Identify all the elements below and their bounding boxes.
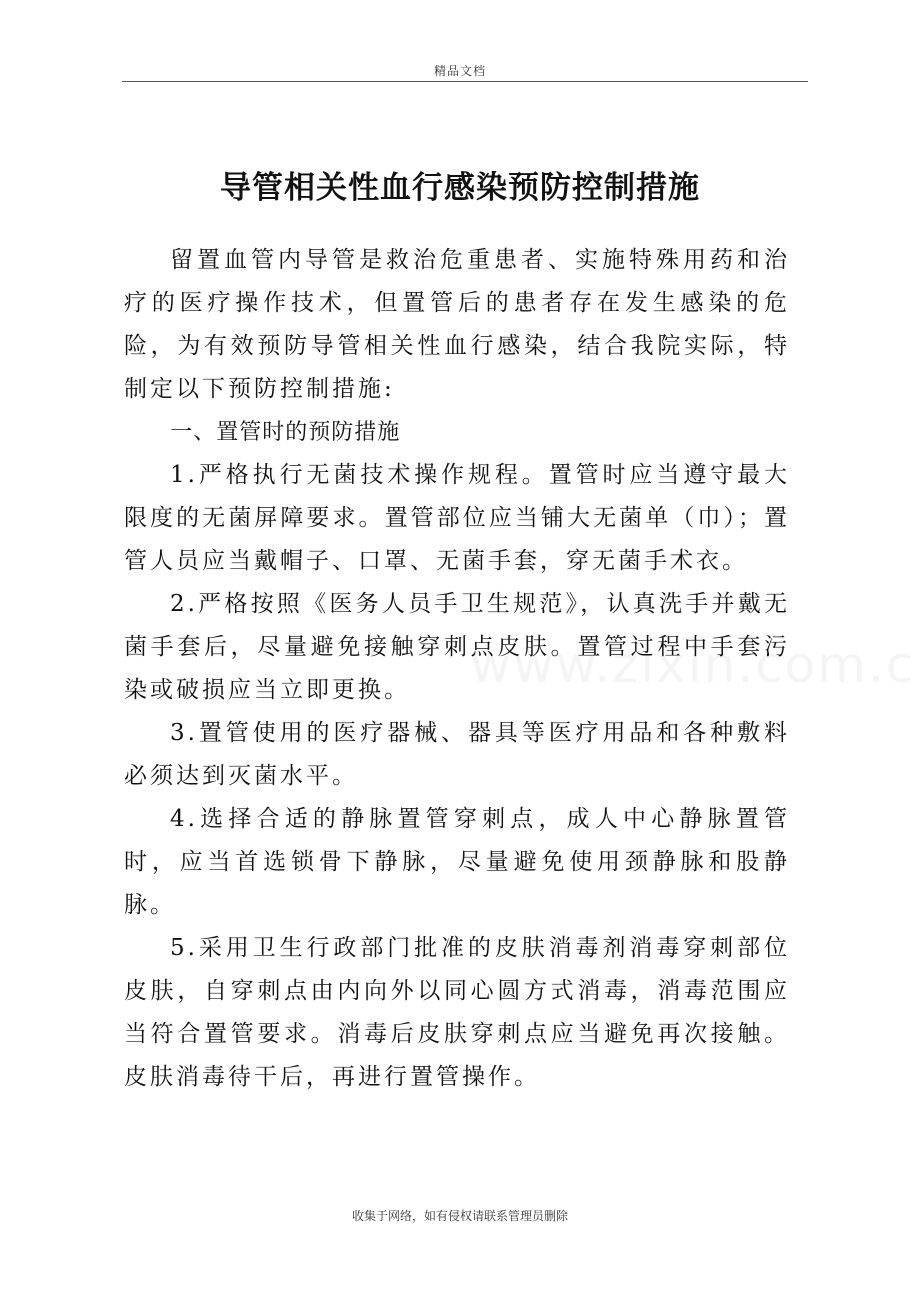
watermark <box>470 636 920 694</box>
document-title: 导管相关性血行感染预防控制措施 <box>220 170 700 206</box>
page-header-label: 精品文档 <box>433 64 486 78</box>
list-item-4: 4.选择合适的静脉置管穿刺点，成人中心静脉置管时，应当首选锁骨下静脉，尽量避免使用颈静脉和股静脉。 <box>124 806 790 918</box>
intro-paragraph: 留置血管内导管是救治危重患者、实施特殊用药和治疗的医疗操作技术，但置管后的患者存在发生感染的危险，为有效预防导管相关性血行感染，结合我院实际，特制定以下预防控制措施: <box>124 247 790 402</box>
header-divider <box>122 81 808 82</box>
list-item-5: 5.采用卫生行政部门批准的皮肤消毒剂消毒穿刺部位皮肤，自穿刺点由内向外以同心圆方式消毒，消毒范围应当符合置管要求。消毒后皮肤穿刺点应当避免再次接触。皮肤消毒待干后，再进行置管操作。 <box>124 935 790 1090</box>
list-item-3: 3.置管使用的医疗器械、器具等医疗用品和各种敷料必须达到灭菌水平。 <box>124 720 790 789</box>
list-item-2: 2.严格按照《医务人员手卫生规范》，认真洗手并戴无菌手套后，尽量避免接触穿刺点皮肤。置管过程中手套污染或破损应当立即更换。 <box>124 591 790 703</box>
section-heading: 一、置管时的预防措施 <box>170 420 401 445</box>
page-footer-label: 收集于网络，如有侵权请联系管理员删除 <box>351 1209 568 1223</box>
list-item-1: 1.严格执行无菌技术操作规程。置管时应当遵守最大限度的无菌屏障要求。置管部位应当铺大无菌单（巾）；置管人员应当戴帽子、口罩、无菌手套，穿无菌手术衣。 <box>124 462 790 574</box>
